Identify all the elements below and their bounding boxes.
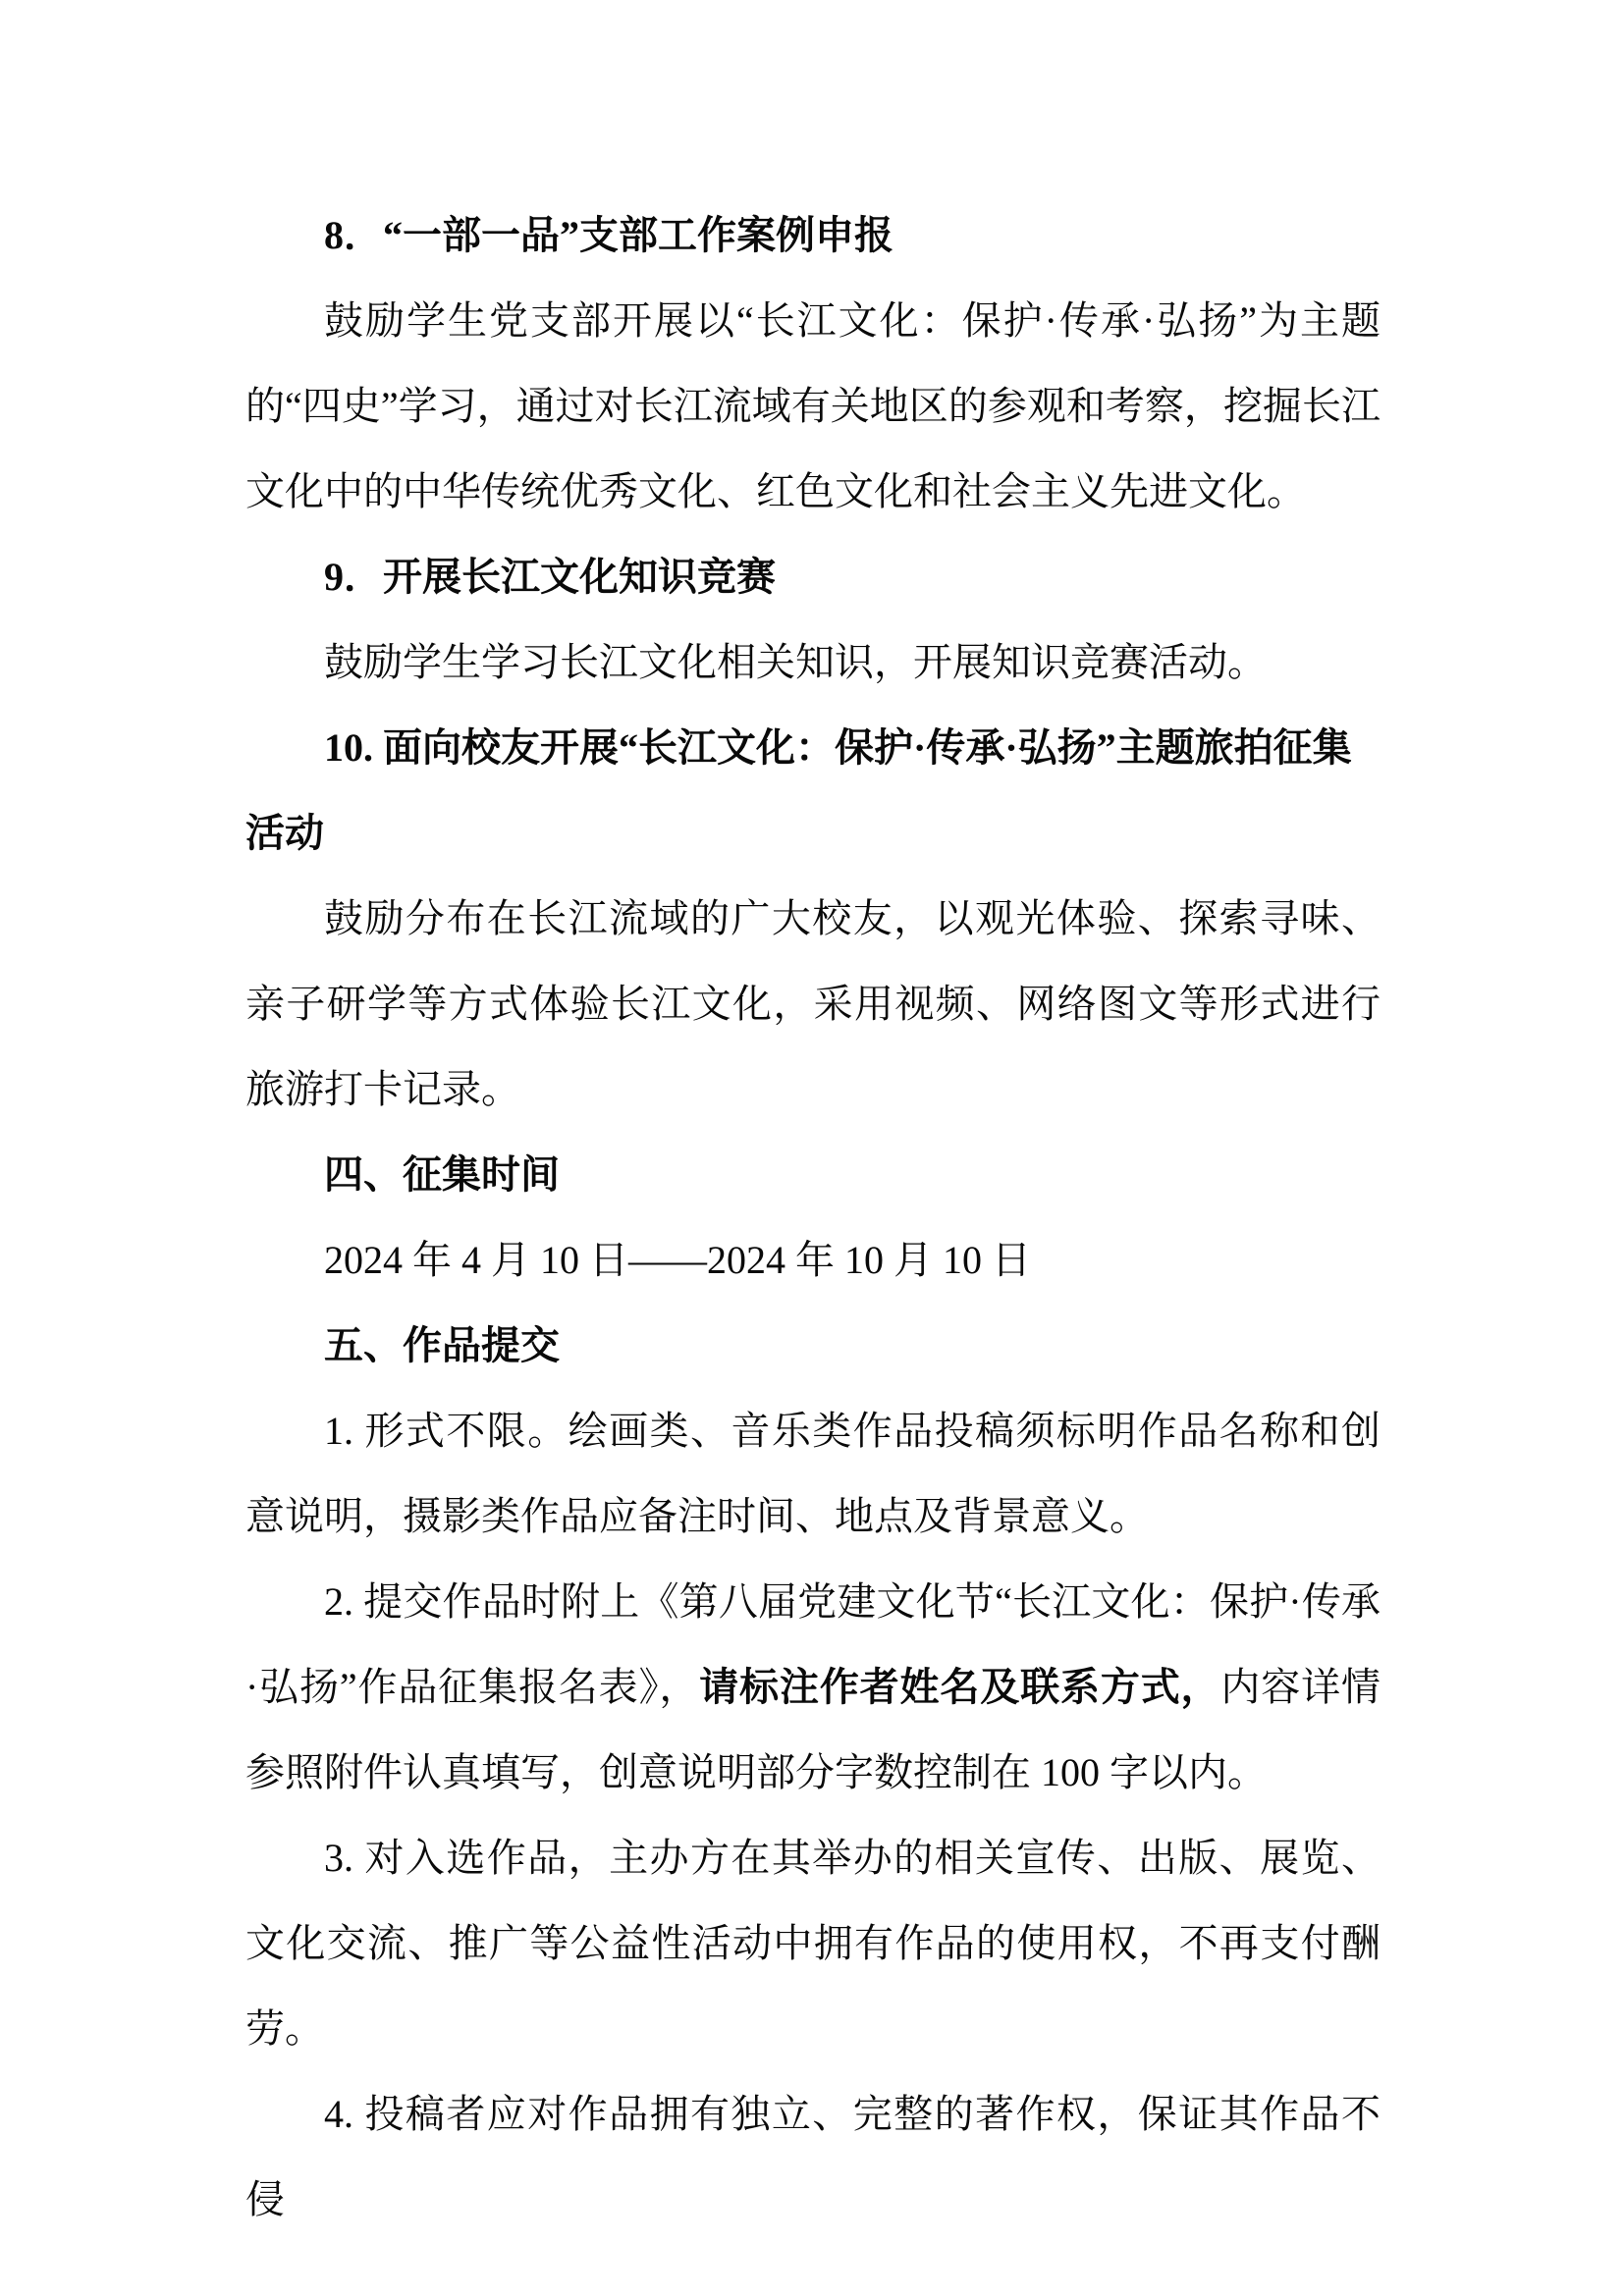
para-submission-3 [245,1815,1380,2071]
heading-item-8 [245,192,1380,278]
heading-section-4-collection-time [245,1132,1380,1217]
para-submission-3-segment-0: 3. 对入选作品，主办方在其举办的相关宣传、出版、展览、文化交流、推广等公益性活动中拥有作品的使用权，不再支付酬劳。 [245,1836,1380,2051]
para-item-8-body [245,278,1380,534]
document-body [245,192,1380,2242]
para-item-8-body-segment-0: 鼓励学生党支部开展以“长江文化：保护·传承·弘扬”为主题的“四史”学习，通过对长江流域有关地区的参观和考察，挖掘长江文化中的中华传统优秀文化、红色文化和社会主义先进文化。 [245,298,1380,513]
heading-item-10 [245,705,1380,876]
para-collection-time [245,1217,1380,1303]
para-item-10-body-segment-0: 鼓励分布在长江流域的广大校友，以观光体验、探索寻味、亲子研学等方式体验长江文化，采用视频、网络图文等形式进行旅游打卡记录。 [245,896,1380,1111]
para-submission-4-segment-0: 4. 投稿者应对作品拥有独立、完整的著作权，保证其作品不侵 [245,2092,1380,2221]
para-collection-time-segment-0: 2024 年 4 月 10 日——2024 年 10 月 10 日 [324,1238,1031,1282]
heading-item-9-segment-0: 9．开展长江文化知识竞赛 [324,555,776,599]
para-submission-2-segment-1: 请标注作者姓名及联系方式， [699,1665,1221,1709]
para-submission-1-segment-0: 1. 形式不限。绘画类、音乐类作品投稿须标明作品名称和创意说明，摄影类作品应备注时间、地点及背景意义。 [245,1409,1380,1538]
para-item-9-body-segment-0: 鼓励学生学习长江文化相关知识，开展知识竞赛活动。 [324,640,1267,684]
heading-item-9 [245,534,1380,619]
para-submission-2-segment-0: 2. 提交作品时附上《第八届党建文化节“长江文化：保护·传承·弘扬”作品征集报名表》， [245,1579,1380,1709]
para-submission-4 [245,2071,1380,2242]
heading-section-5-work-submission-segment-0: 五、作品提交 [324,1323,560,1367]
para-submission-2-segment-2: 内容详情参照附件认真填写，创意说明部分字数控制在 100 字以内。 [245,1665,1380,1794]
heading-section-5-work-submission [245,1303,1380,1388]
para-item-9-body [245,619,1380,705]
para-submission-2 [245,1559,1380,1815]
heading-item-8-segment-0: 8．“一部一品”支部工作案例申报 [324,213,893,257]
heading-section-4-collection-time-segment-0: 四、征集时间 [324,1152,560,1197]
para-submission-1 [245,1388,1380,1559]
heading-item-10-segment-0: 10. 面向校友开展“长江文化：保护·传承·弘扬”主题旅拍征集活动 [245,725,1352,855]
para-item-10-body [245,876,1380,1132]
